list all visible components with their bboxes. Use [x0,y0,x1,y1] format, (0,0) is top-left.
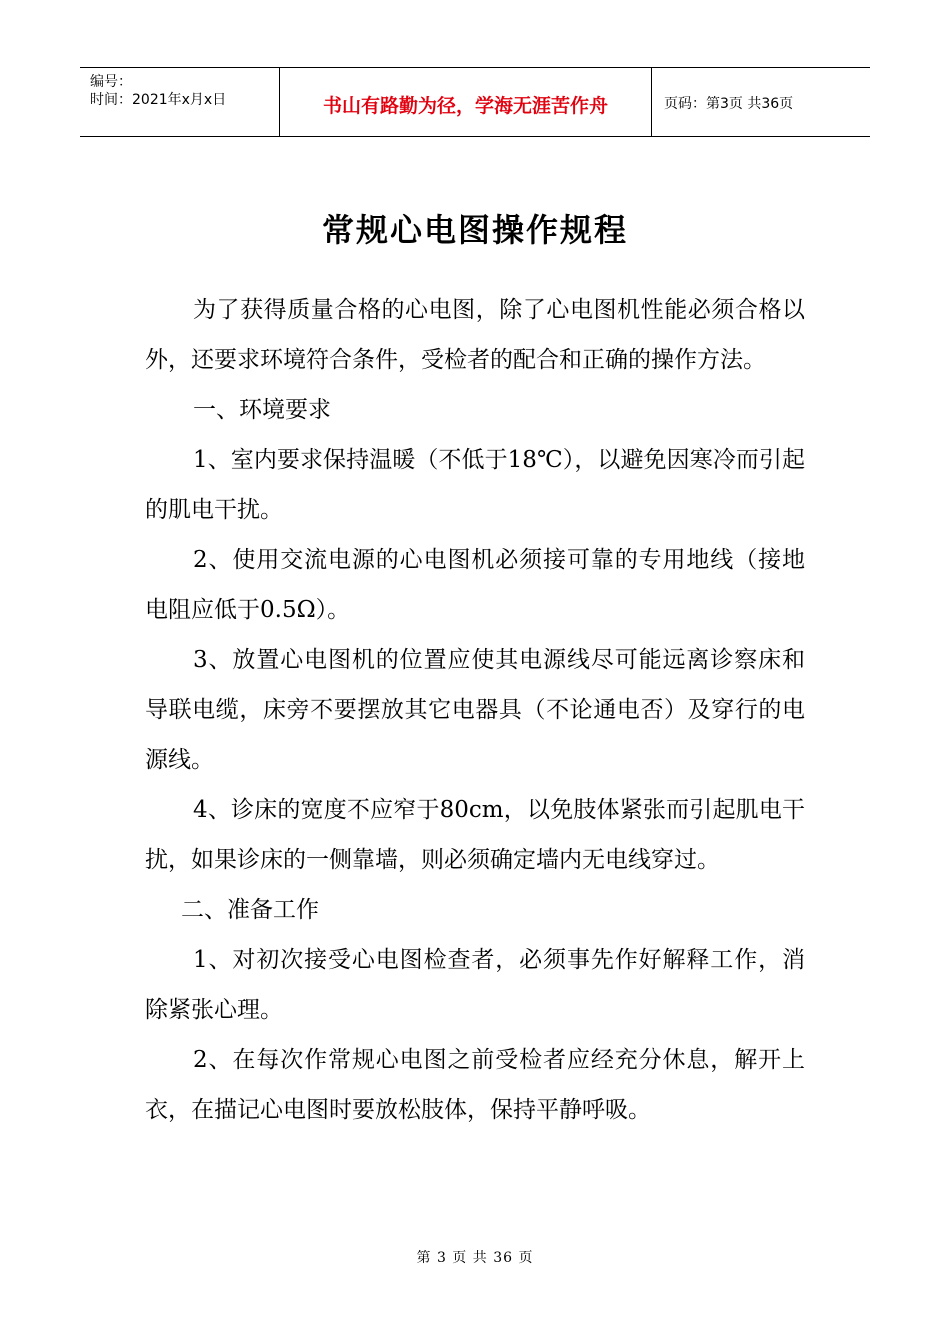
body-paragraph: 4、诊床的宽度不应窄于80cm，以免肢体紧张而引起肌电干扰，如果诊床的一侧靠墙，则必须确定墙内无电线穿过。 [145,797,805,873]
body-paragraph: 2、在每次作常规心电图之前受检者应经充分休息，解开上衣，在描记心电图时要放松肢体，保持平静呼吸。 [145,1047,805,1123]
document-number: 编号： [90,74,132,90]
intro-paragraph: 为了获得质量合格的心电图，除了心电图机性能必须合格以外，还要求环境符合条件，受检者的配合和正确的操作方法。 [145,297,805,373]
section-heading-preparation: 二、准备工作 [181,897,319,923]
body-paragraph: 1、室内要求保持温暖（不低于18℃），以避免因寒冷而引起的肌电干扰。 [145,447,805,523]
document-title: 常规心电图操作规程 [321,211,628,249]
document-body [145,285,805,1135]
body-paragraph: 1、对初次接受心电图检查者，必须事先作好解释工作，消除紧张心理。 [145,947,805,1023]
section-heading-environment: 一、环境要求 [193,397,331,423]
page-header [80,67,870,137]
body-paragraph: 2、使用交流电源的心电图机必须接可靠的专用地线（接地电阻应低于0.5Ω）。 [145,547,805,623]
page-footer: 第 3 页 共 36 页 [416,1250,534,1266]
header-motto: 书山有路勤为径，学海无涯苦作舟 [280,68,652,136]
body-paragraph: 3、放置心电图机的位置应使其电源线尽可能远离诊察床和导联电缆，床旁不要摆放其它电器具（不论通电否）及穿行的电源线。 [145,647,805,773]
document-date: 时间：2021年x月x日 [90,92,227,108]
header-page-code: 页码：第3页 共36页 [664,96,794,112]
header-meta [80,68,280,136]
